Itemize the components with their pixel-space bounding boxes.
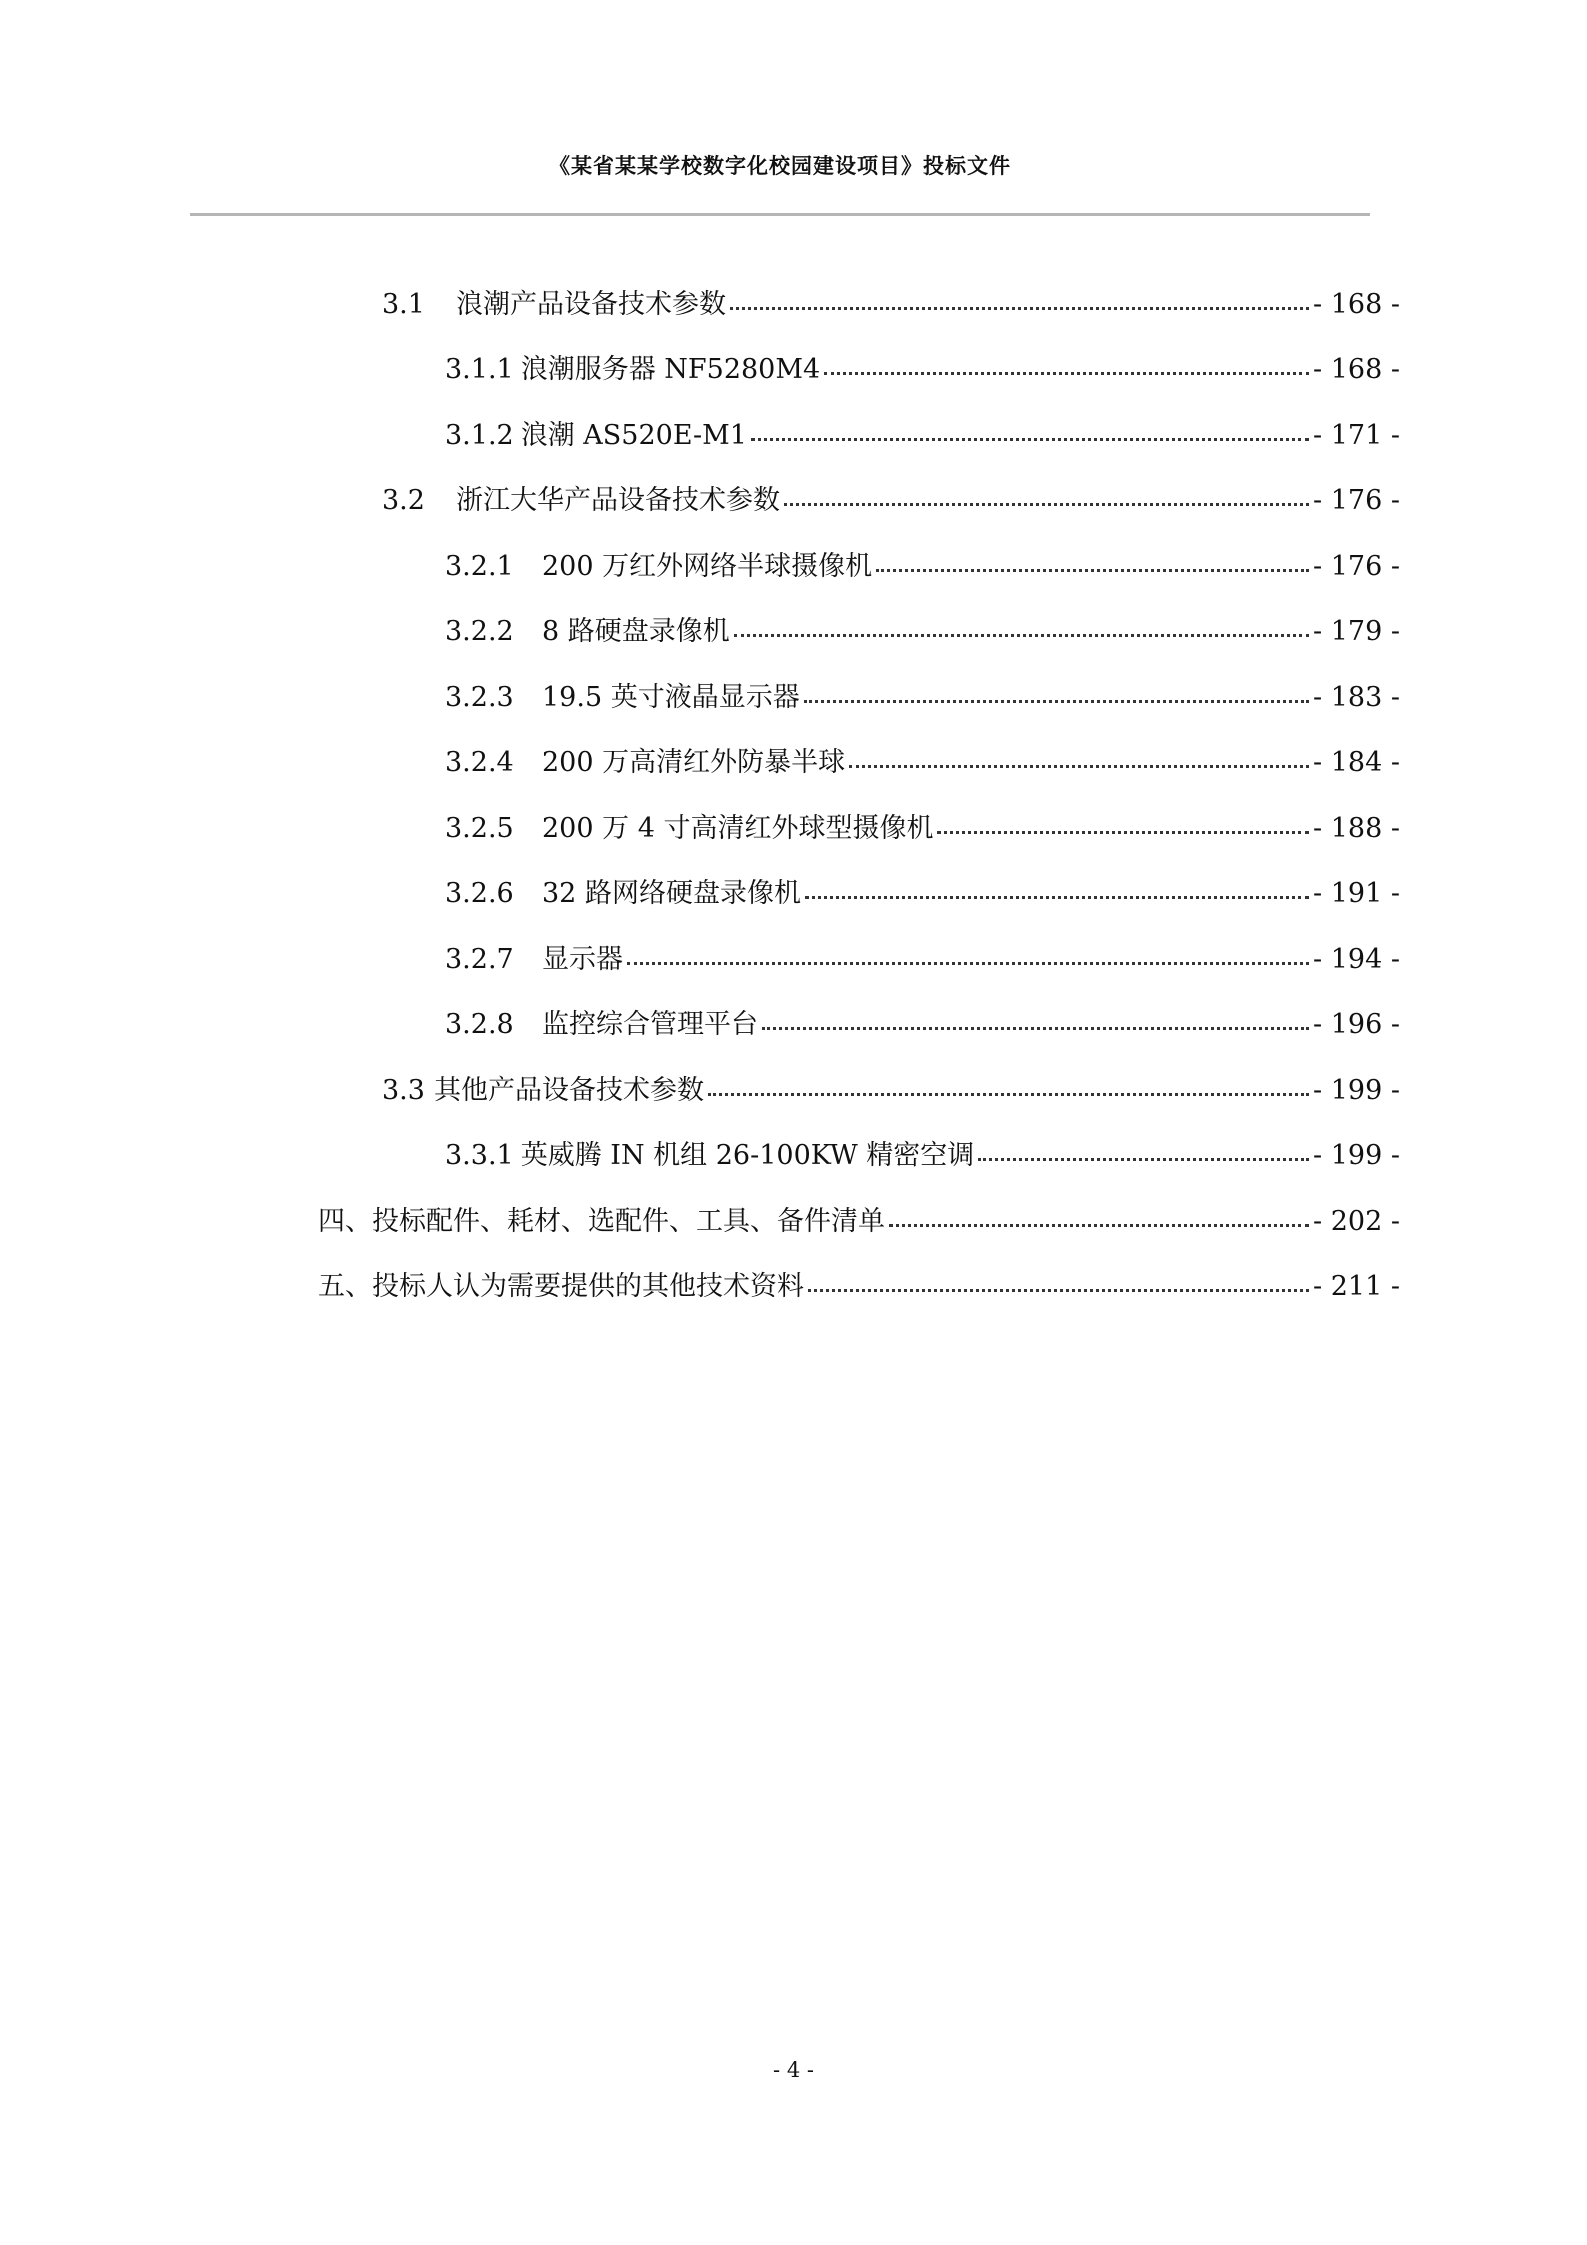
- toc-dot-leader: [784, 503, 1309, 506]
- toc-entry-number: 3.3: [382, 1075, 425, 1106]
- toc-entry-page: - 211 -: [1313, 1271, 1400, 1302]
- toc-entry-page: - 183 -: [1313, 682, 1400, 713]
- toc-entry-title: 200 万 4 寸高清红外球型摄像机: [542, 813, 934, 844]
- toc-entry-number: 3.2.1: [445, 551, 514, 582]
- toc-entry-number: 3.2.3: [445, 682, 514, 713]
- toc-dot-leader: [978, 1158, 1309, 1161]
- toc-entry-number: 3.2.7: [445, 944, 514, 975]
- toc-entry-number: 3.3.1: [445, 1140, 514, 1171]
- toc-dot-leader: [824, 372, 1309, 375]
- toc-entry[interactable]: [445, 743, 1400, 783]
- toc-entry-page: - 188 -: [1313, 813, 1400, 844]
- toc-entry-page: - 191 -: [1313, 878, 1400, 909]
- toc-entry-number: 3.1.2: [445, 420, 514, 451]
- toc-entry[interactable]: [445, 416, 1400, 456]
- toc-entry[interactable]: [382, 481, 1400, 521]
- toc-entry-title: 显示器: [542, 944, 623, 975]
- toc-entry-page: - 176 -: [1313, 485, 1400, 516]
- toc-entry[interactable]: [445, 874, 1400, 914]
- toc-entry-number: 3.2.6: [445, 878, 514, 909]
- toc-dot-leader: [804, 700, 1309, 703]
- header-divider: [190, 213, 1370, 216]
- toc-entry-title: 其他产品设备技术参数: [433, 1075, 704, 1106]
- toc-entry-title: 200 万红外网络半球摄像机: [542, 551, 873, 582]
- toc-entry[interactable]: [445, 1136, 1400, 1176]
- toc-entry[interactable]: [445, 612, 1400, 652]
- toc-entry-title: 浙江大华产品设备技术参数: [456, 485, 780, 516]
- toc-entry-title: 19.5 英寸液晶显示器: [542, 682, 800, 713]
- toc-entry-number: 3.2.4: [445, 747, 514, 778]
- toc-entry[interactable]: [445, 940, 1400, 980]
- toc-dot-leader: [849, 765, 1309, 768]
- toc-dot-leader: [889, 1224, 1309, 1227]
- toc-dot-leader: [762, 1027, 1309, 1030]
- toc-entry-page: - 176 -: [1313, 551, 1400, 582]
- toc-dot-leader: [808, 1289, 1309, 1292]
- toc-entry-page: - 168 -: [1313, 354, 1400, 385]
- toc-entry[interactable]: [445, 809, 1400, 849]
- toc-entry-page: - 199 -: [1313, 1075, 1400, 1106]
- toc-entry-page: - 202 -: [1313, 1206, 1400, 1237]
- toc-dot-leader: [876, 569, 1309, 572]
- toc-entry-title: 200 万高清红外防暴半球: [542, 747, 846, 778]
- toc-entry-title: 英威腾 IN 机组 26-100KW 精密空调: [520, 1140, 975, 1171]
- toc-entry[interactable]: [318, 1267, 1400, 1307]
- toc-entry-number: 3.2.2: [445, 616, 514, 647]
- toc-entry-title: 监控综合管理平台: [542, 1009, 758, 1040]
- page-header-title: 《某省某某学校数字化校园建设项目》投标文件: [549, 154, 1011, 178]
- toc-dot-leader: [627, 962, 1309, 965]
- toc-entry[interactable]: [382, 285, 1400, 325]
- toc-entry[interactable]: [318, 1202, 1400, 1242]
- toc-dot-leader: [751, 438, 1309, 441]
- toc-entry-page: - 199 -: [1313, 1140, 1400, 1171]
- toc-entry-title: 五、投标人认为需要提供的其他技术资料: [318, 1271, 804, 1302]
- toc-dot-leader: [805, 896, 1309, 899]
- toc-entry-title: 32 路网络硬盘录像机: [542, 878, 801, 909]
- toc-entry[interactable]: [445, 547, 1400, 587]
- page-number: - 4 -: [773, 2058, 814, 2082]
- toc-entry-page: - 184 -: [1313, 747, 1400, 778]
- toc-entry[interactable]: [445, 350, 1400, 390]
- toc-dot-leader: [708, 1093, 1309, 1096]
- toc-entry-number: 3.1.1: [445, 354, 514, 385]
- toc-dot-leader: [730, 307, 1309, 310]
- toc-entry-number: 3.2: [382, 485, 425, 516]
- toc-entry[interactable]: [445, 678, 1400, 718]
- toc-dot-leader: [734, 634, 1309, 637]
- toc-entry[interactable]: [445, 1005, 1400, 1045]
- toc-entry-page: - 194 -: [1313, 944, 1400, 975]
- toc-entry-page: - 179 -: [1313, 616, 1400, 647]
- toc-entry[interactable]: [382, 1071, 1400, 1111]
- toc-entry-title: 四、投标配件、耗材、选配件、工具、备件清单: [318, 1206, 885, 1237]
- toc-entry-number: 3.1: [382, 289, 425, 320]
- toc-dot-leader: [937, 831, 1309, 834]
- toc-entry-title: 8 路硬盘录像机: [542, 616, 730, 647]
- toc-entry-page: - 196 -: [1313, 1009, 1400, 1040]
- toc-entry-title: 浪潮 AS520E-M1: [520, 420, 747, 451]
- toc-entry-number: 3.2.8: [445, 1009, 514, 1040]
- toc-entry-page: - 168 -: [1313, 289, 1400, 320]
- toc-entry-number: 3.2.5: [445, 813, 514, 844]
- toc-entry-page: - 171 -: [1313, 420, 1400, 451]
- toc-entry-title: 浪潮产品设备技术参数: [456, 289, 726, 320]
- toc-entry-title: 浪潮服务器 NF5280M4: [520, 354, 821, 385]
